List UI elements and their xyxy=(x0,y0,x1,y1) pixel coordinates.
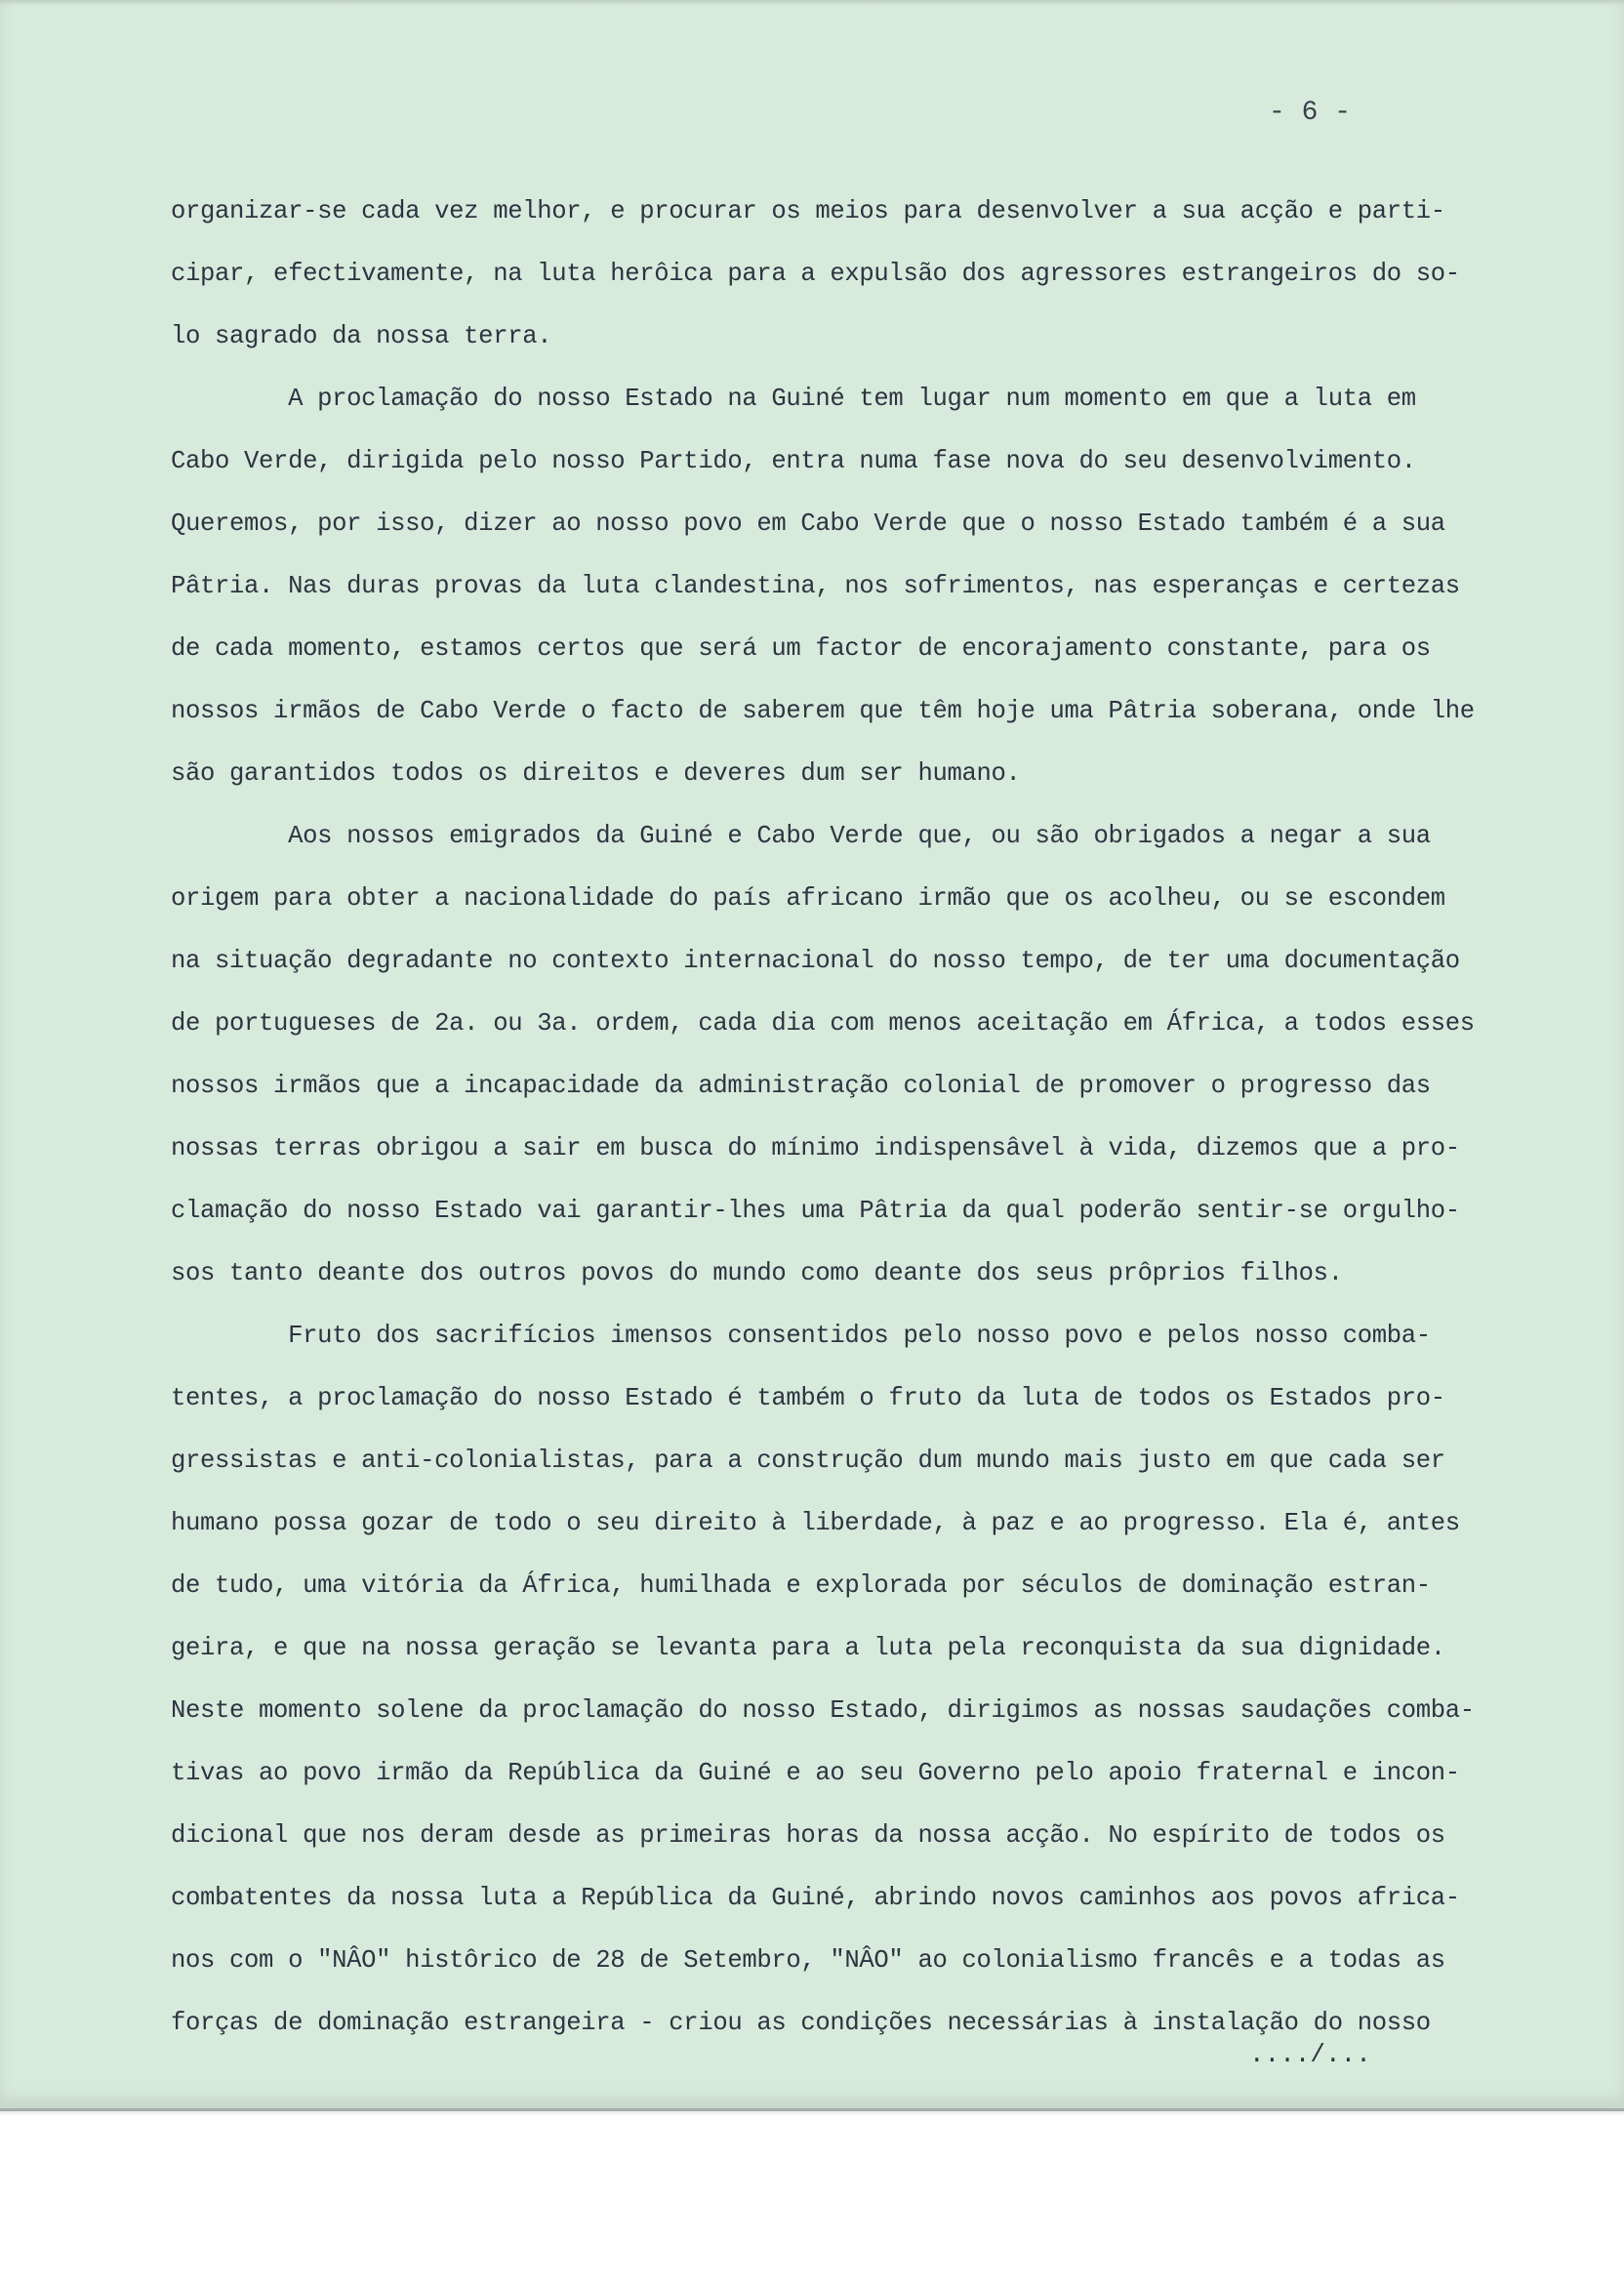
text-line: forças de dominação estrangeira - criou as condições necessárias à instalação do nosso xyxy=(171,2009,1431,2037)
text-line: nos com o "NÂO" histôrico de 28 de Setembro, "NÂO" ao colonialismo francês e a todas as xyxy=(171,1946,1445,1975)
text-line: sos tanto deante dos outros povos do mundo como deante dos seus prôprios filhos. xyxy=(171,1259,1343,1287)
continuation-mark: ..../... xyxy=(1249,2040,1371,2069)
text-line: dicional que nos deram desde as primeiras horas da nossa acção. No espírito de todos os xyxy=(171,1821,1445,1850)
document-body xyxy=(171,181,1605,2055)
text-line: na situação degradante no contexto internacional do nosso tempo, de ter uma documentação xyxy=(171,947,1460,975)
text-line: organizar-se cada vez melhor, e procurar os meios para desenvolver a sua acção e parti- xyxy=(171,197,1445,225)
text-line: de cada momento, estamos certos que será um factor de encorajamento constante, para os xyxy=(171,634,1431,663)
text-line: Neste momento solene da proclamação do nosso Estado, dirigimos as nossas saudações comba- xyxy=(171,1696,1475,1725)
text-line: gressistas e anti-colonialistas, para a construção dum mundo mais justo em que cada ser xyxy=(171,1447,1445,1475)
page-number: - 6 - xyxy=(1269,98,1352,128)
text-line: de portugueses de 2a. ou 3a. ordem, cada dia com menos aceitação em África, a todos esses xyxy=(171,1009,1475,1038)
text-line: tentes, a proclamação do nosso Estado é também o fruto da luta de todos os Estados pro- xyxy=(171,1384,1445,1412)
text-line: são garantidos todos os direitos e deveres dum ser humano. xyxy=(171,759,1021,788)
text-line: Queremos, por isso, dizer ao nosso povo em Cabo Verde que o nosso Estado também é a sua xyxy=(171,510,1445,538)
text-line: Fruto dos sacrifícios imensos consentidos pelo nosso povo e pelos nosso comba- xyxy=(171,1322,1431,1350)
text-line: de tudo, uma vitória da África, humilhada e explorada por séculos de dominação estran- xyxy=(171,1571,1431,1600)
text-line: Pâtria. Nas duras provas da luta clandestina, nos sofrimentos, nas esperanças e certezas xyxy=(171,572,1460,600)
text-line: combatentes da nossa luta a República da Guiné, abrindo novos caminhos aos povos africa- xyxy=(171,1884,1460,1912)
text-line: tivas ao povo irmão da República da Guiné e ao seu Governo pelo apoio fraternal e incon- xyxy=(171,1759,1460,1787)
text-line: Cabo Verde, dirigida pelo nosso Partido, entra numa fase nova do seu desenvolvimento. xyxy=(171,447,1416,475)
text-line: Aos nossos emigrados da Guiné e Cabo Verde que, ou são obrigados a negar a sua xyxy=(171,822,1431,850)
text-line: nossos irmãos que a incapacidade da administração colonial de promover o progresso das xyxy=(171,1072,1431,1100)
text-line: nossas terras obrigou a sair em busca do mínimo indispensâvel à vida, dizemos que a pro- xyxy=(171,1134,1460,1162)
text-line: nossos irmãos de Cabo Verde o facto de saberem que têm hoje uma Pâtria soberana, onde lhe xyxy=(171,697,1475,725)
text-line: A proclamação do nosso Estado na Guiné tem lugar num momento em que a luta em xyxy=(171,385,1416,413)
text-line: lo sagrado da nossa terra. xyxy=(171,322,552,350)
page-edge-shadow xyxy=(0,2108,1624,2116)
text-line: humano possa gozar de todo o seu direito à liberdade, à paz e ao progresso. Ela é, antes xyxy=(171,1509,1460,1537)
text-line: geira, e que na nossa geração se levanta para a luta pela reconquista da sua dignidade. xyxy=(171,1634,1445,1662)
text-line: clamação do nosso Estado vai garantir-lhes uma Pâtria da qual poderão sentir-se orgulho- xyxy=(171,1197,1460,1225)
text-line: origem para obter a nacionalidade do país africano irmão que os acolheu, ou se escondem xyxy=(171,884,1445,913)
text-line: cipar, efectivamente, na luta herôica para a expulsão dos agressores estrangeiros do so- xyxy=(171,260,1460,288)
